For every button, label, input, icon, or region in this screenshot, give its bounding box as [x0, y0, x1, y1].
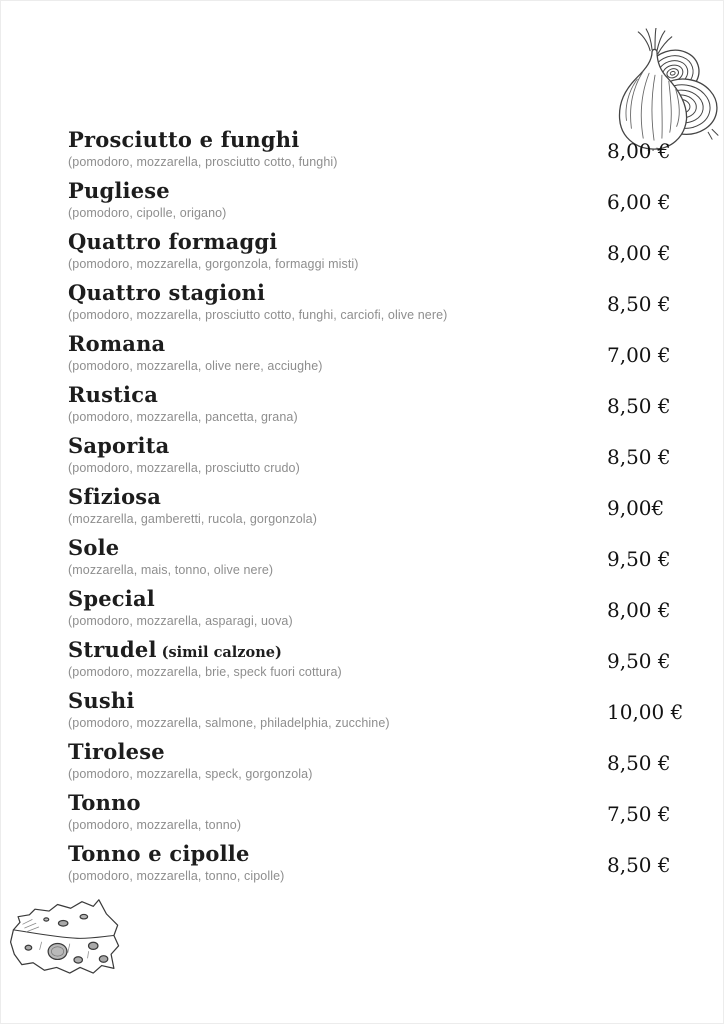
menu-item-name: Quattro stagioni [68, 280, 266, 305]
menu-item-description: (pomodoro, cipolle, origano) [68, 206, 227, 220]
menu-item-heading [68, 843, 668, 868]
menu-item-price: 8,50 € [607, 394, 671, 418]
menu-item-description: (pomodoro, mozzarella, prosciutto crudo) [68, 461, 300, 475]
menu-item-name: Sfiziosa [68, 484, 162, 509]
menu-item-heading [68, 435, 668, 460]
menu-item-row [68, 229, 671, 282]
menu-item-heading [68, 384, 668, 409]
menu-item-heading [68, 333, 668, 358]
menu-item-name: Prosciutto e funghi [68, 127, 300, 152]
menu-item-description: (pomodoro, mozzarella, gorgonzola, formaggi misti) [68, 257, 359, 271]
menu-item-price: 6,00 € [607, 190, 671, 214]
menu-list [68, 127, 684, 894]
menu-item-name: Rustica [68, 382, 159, 407]
menu-item-description: (pomodoro, mozzarella, prosciutto cotto, funghi, carciofi, olive nere) [68, 308, 448, 322]
menu-item-name: Quattro formaggi [68, 229, 278, 254]
menu-item-row [68, 280, 671, 333]
menu-item-description: (pomodoro, mozzarella, speck, gorgonzola) [68, 767, 313, 781]
menu-item-row [68, 637, 671, 690]
menu-item-note: (simil calzone) [161, 644, 282, 661]
menu-item-price: 7,00 € [607, 343, 671, 367]
menu-item-description: (pomodoro, mozzarella, olive nere, acciughe) [68, 359, 323, 373]
menu-item-description: (pomodoro, mozzarella, tonno) [68, 818, 242, 832]
menu-item-description: (pomodoro, mozzarella, prosciutto cotto, funghi) [68, 155, 338, 169]
menu-item-heading [68, 639, 668, 664]
menu-item-row [68, 688, 684, 741]
menu-item-row [68, 535, 671, 588]
menu-item-description: (mozzarella, gamberetti, rucola, gorgonzola) [68, 512, 317, 526]
menu-item-heading [68, 588, 668, 613]
menu-item-name: Sole [68, 535, 120, 560]
menu-item-price: 9,50 € [607, 649, 671, 673]
menu-item-name: Tonno e cipolle [68, 841, 250, 866]
menu-item-row [68, 331, 671, 384]
menu-item-row [68, 739, 671, 792]
menu-item-price: 8,50 € [607, 853, 671, 877]
menu-item-heading [68, 537, 668, 562]
menu-item-description: (pomodoro, mozzarella, tonno, cipolle) [68, 869, 285, 883]
menu-item-row [68, 127, 671, 180]
menu-item-heading [68, 129, 668, 154]
menu-item-price: 8,00 € [607, 598, 671, 622]
menu-item-name: Tonno [68, 790, 141, 815]
menu-item-heading [68, 690, 668, 715]
menu-item-heading [68, 282, 668, 307]
menu-item-price: 9,50 € [607, 547, 671, 571]
menu-item-price: 8,50 € [607, 292, 671, 316]
menu-item-name: Pugliese [68, 178, 170, 203]
menu-item-row [68, 841, 671, 894]
menu-item-heading [68, 486, 668, 511]
menu-item-row [68, 486, 668, 537]
menu-item-description: (pomodoro, mozzarella, pancetta, grana) [68, 410, 298, 424]
menu-item-name: Sushi [68, 688, 135, 713]
menu-item-heading [68, 180, 668, 205]
menu-item-price: 9,00€ [607, 496, 665, 520]
cheese-illustration [4, 884, 128, 1002]
menu-item-name: Romana [68, 331, 166, 356]
menu-item-description: (mozzarella, mais, tonno, olive nere) [68, 563, 274, 577]
menu-item-price: 8,50 € [607, 445, 671, 469]
menu-item-name: Saporita [68, 433, 170, 458]
menu-item-heading [68, 231, 668, 256]
menu-item-description: (pomodoro, mozzarella, brie, speck fuori cottura) [68, 665, 342, 679]
menu-item-name: Special [68, 586, 155, 611]
menu-item-name: Tirolese [68, 739, 165, 764]
menu-item-description: (pomodoro, mozzarella, asparagi, uova) [68, 614, 293, 628]
menu-item-row [68, 433, 671, 486]
menu-item-row [68, 790, 671, 843]
menu-item-heading [68, 741, 668, 766]
menu-item-row [68, 382, 671, 435]
menu-item-row [68, 586, 671, 639]
menu-item-price: 10,00 € [607, 700, 684, 724]
menu-item-description: (pomodoro, mozzarella, salmone, philadelphia, zucchine) [68, 716, 390, 730]
menu-item-row [68, 178, 671, 231]
menu-item-price: 8,00 € [607, 139, 671, 163]
menu-item-name: Strudel [68, 637, 157, 662]
menu-item-price: 8,50 € [607, 751, 671, 775]
menu-item-price: 7,50 € [607, 802, 671, 826]
menu-item-price: 8,00 € [607, 241, 671, 265]
menu-item-heading [68, 792, 668, 817]
